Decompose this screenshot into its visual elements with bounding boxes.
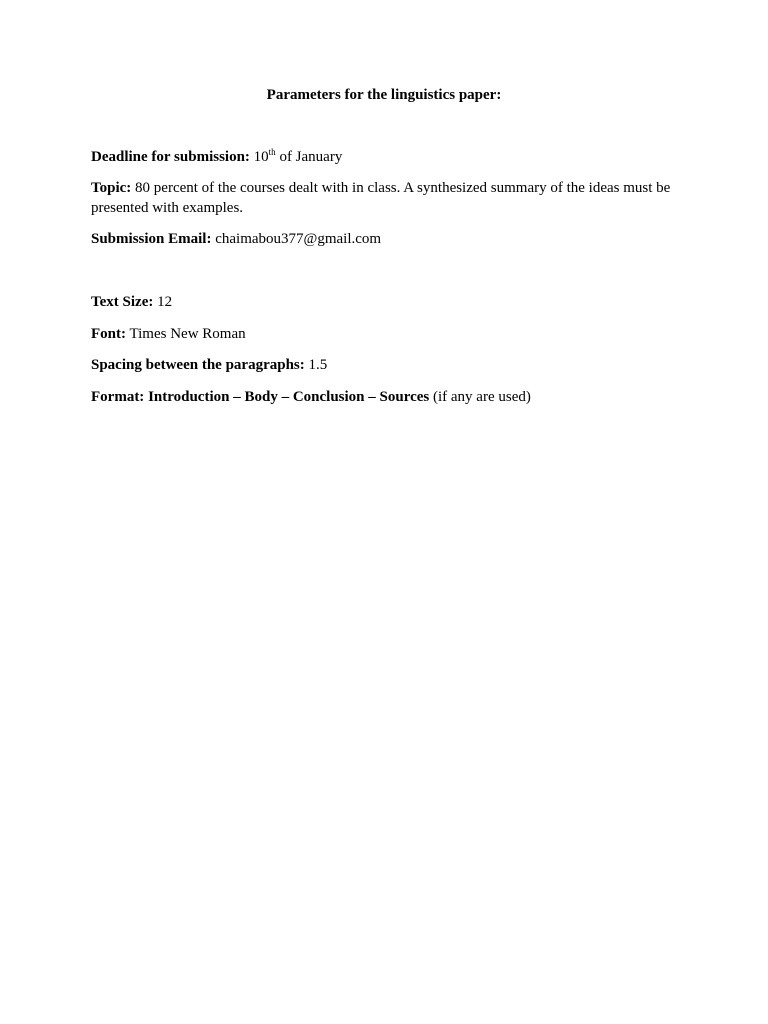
deadline-paragraph (91, 147, 681, 167)
font-label: Font: (91, 326, 126, 342)
deadline-day: 10 (253, 149, 269, 165)
format-paragraph (91, 387, 681, 407)
deadline-label: Deadline for submission: (91, 149, 250, 165)
topic-label: Topic: (91, 180, 132, 196)
format-parts: Introduction – Body – Conclusion – Sources (148, 389, 430, 405)
deadline-rest: of January (279, 149, 343, 165)
email-value: chaimabou377@gmail.com (215, 231, 382, 247)
spacing-paragraph (91, 355, 681, 375)
spacing-value: 1.5 (308, 357, 328, 373)
format-note: (if any are used) (432, 389, 531, 405)
font-value: Times New Roman (129, 326, 246, 342)
email-label: Submission Email: (91, 231, 212, 247)
font-paragraph (91, 324, 681, 344)
topic-paragraph (91, 178, 681, 218)
text-size-label: Text Size: (91, 294, 154, 310)
deadline-day-suffix: th (268, 147, 276, 157)
document-title: Parameters for the linguistics paper: (266, 87, 502, 103)
topic-value: 80 percent of the courses dealt with in class. A synthesized summary of the ideas must be presented with examples. (91, 180, 671, 216)
format-label: Format: (91, 389, 145, 405)
text-size-paragraph (91, 292, 681, 312)
text-size-value: 12 (157, 294, 173, 310)
email-paragraph (91, 229, 681, 249)
spacing-label: Spacing between the paragraphs: (91, 357, 305, 373)
